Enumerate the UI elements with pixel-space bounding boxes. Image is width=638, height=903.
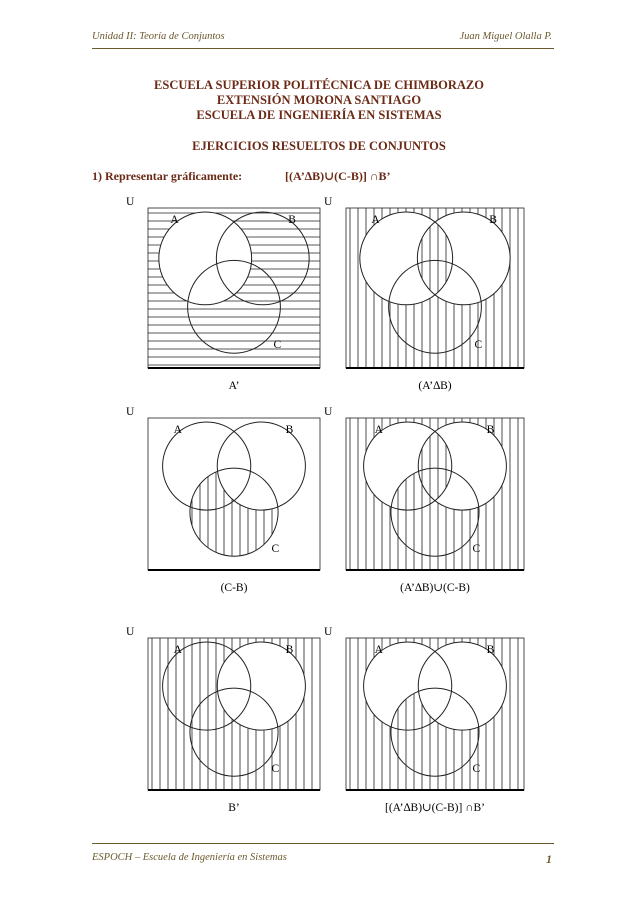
label-set-b: B [486, 424, 495, 437]
label-set-b: B [489, 214, 497, 227]
caption: B’ [228, 802, 240, 814]
hatch-region [350, 418, 518, 570]
venn-panel-3 [148, 418, 320, 570]
label-set-a: A [374, 424, 383, 437]
label-set-c: C [273, 339, 282, 352]
circle-c [190, 688, 278, 776]
label-universe: U [126, 196, 135, 208]
label-set-a: A [371, 214, 380, 227]
circle-c [391, 688, 479, 776]
header-right: Juan Miguel Olalla P. [459, 31, 552, 42]
universe-box [346, 208, 524, 368]
label-universe: U [324, 626, 333, 638]
label-set-a: A [170, 214, 179, 227]
label-universe: U [126, 406, 135, 418]
problem-label: 1) Representar gráficamente: [92, 169, 243, 183]
venn-panel-2 [346, 208, 524, 368]
universe-box [148, 638, 320, 790]
footer-left: ESPOCH – Escuela de Ingeniería en Sistemas [92, 852, 287, 863]
label-set-c: C [472, 543, 481, 556]
universe-box [346, 418, 524, 570]
circle-c [389, 260, 482, 353]
venn-panel-6 [346, 638, 524, 790]
label-set-a: A [173, 644, 182, 657]
label-set-b: B [285, 644, 294, 657]
hatch-region [350, 638, 518, 790]
label-set-a: A [173, 424, 182, 437]
footer-rule [92, 843, 554, 844]
hatch-region [152, 418, 312, 570]
hatch-region [152, 638, 312, 790]
label-universe: U [324, 196, 333, 208]
hatch-region [350, 208, 518, 368]
label-set-c: C [472, 763, 481, 776]
title-school: ESCUELA SUPERIOR POLITÉCNICA DE CHIMBORAZO [154, 78, 484, 92]
venn-panel-4 [346, 418, 524, 570]
circle-c [188, 260, 281, 353]
label-set-c: C [271, 763, 280, 776]
label-set-c: C [271, 543, 280, 556]
venn-panel-5 [148, 638, 320, 790]
label-set-b: B [486, 644, 495, 657]
label-set-b: B [285, 424, 294, 437]
caption: (A’∆B)∪(C-B) [400, 582, 470, 594]
caption: A’ [228, 380, 240, 392]
circle-c [190, 468, 278, 556]
universe-box [148, 418, 320, 570]
universe-box [148, 208, 320, 368]
page-number: 1 [546, 852, 552, 866]
circle-c [391, 468, 479, 556]
label-set-c: C [474, 339, 483, 352]
venn-panel-1 [148, 208, 320, 368]
caption: [(A’∆B)∪(C-B)] ∩B’ [384, 802, 486, 814]
label-set-b: B [288, 214, 296, 227]
header-left: Unidad II: Teoría de Conjuntos [92, 31, 225, 42]
caption: (C-B) [220, 582, 248, 594]
label-set-a: A [374, 644, 383, 657]
problem-expression: [(A’∆B)∪(C-B)] ∩B’ [285, 169, 391, 183]
hatch-region [148, 213, 320, 365]
universe-box [346, 638, 524, 790]
caption: (A’∆B) [418, 380, 452, 392]
label-universe: U [126, 626, 135, 638]
title-exercises: EJERCICIOS RESUELTOS DE CONJUNTOS [192, 139, 446, 153]
title-department: ESCUELA DE INGENIERÍA EN SISTEMAS [196, 108, 442, 122]
title-extension: EXTENSIÓN MORONA SANTIAGO [216, 93, 422, 107]
label-universe: U [324, 406, 333, 418]
